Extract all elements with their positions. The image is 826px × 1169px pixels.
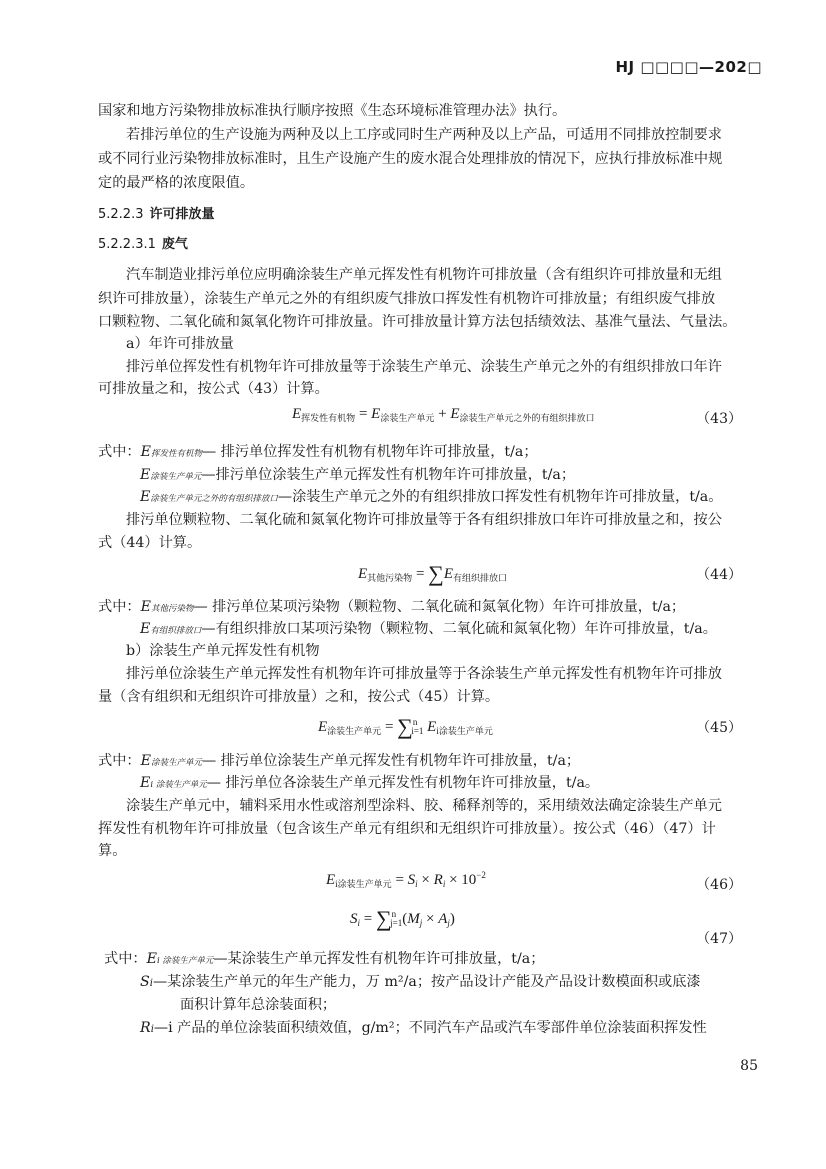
equation-number: （46） — [696, 877, 742, 893]
paragraph-line: 量（含有组织和无组织许可排放量）之和，按公式（45）计算。 — [98, 689, 500, 705]
equation-44: $E_{其他污染物} = \sum E_{有组织排放口}$ — [358, 561, 508, 586]
paragraph-line: 涂装生产单元中，辅料采用水性或溶剂型涂料、胶、稀释剂等的，采用绩效法确定涂装生产单元 — [126, 798, 722, 814]
equation-number: （47） — [696, 931, 742, 947]
paragraph-line: 算。 — [98, 843, 127, 859]
definition-line: E涂装生产单元—排污单位涂装生产单元挥发性有机物年许可排放量，t/a； — [140, 467, 576, 483]
equation-47: $S_i = \sum^n_{j=1}(M_j \times A_j)$ — [350, 906, 455, 931]
paragraph-line: 挥发性有机物年许可排放量（包含该生产单元有组织和无组织许可排放量）。按公式（46）（47）计 — [98, 821, 716, 837]
equation-number: （44） — [696, 567, 742, 583]
paragraph-line: 可排放量之和，按公式（43）计算。 — [98, 381, 329, 397]
paragraph-line: 排污单位挥发性有机物年许可排放量等于涂装生产单元、涂装生产单元之外的有组织排放口年许 — [126, 359, 722, 375]
paragraph-line: 或不同行业污染物排放标准时，且生产设施产生的废水混合处理排放的情况下，应执行排放标准中规 — [98, 151, 723, 167]
paragraph-line: 汽车制造业排污单位应明确涂装生产单元挥发性有机物许可排放量（含有组织许可排放量和无组 — [126, 267, 722, 283]
definition-line: 式中：Ei 涂装生产单元—某涂装生产单元挥发性有机物年许可排放量，t/a； — [104, 951, 545, 967]
equation-43: $E_{挥发性有机物} = E_{涂装生产单元} + E_{涂装生产单元之外的有组织排放口}$ — [292, 406, 595, 423]
paragraph-line: 式（44）计算。 — [98, 535, 202, 551]
section-number: 5.2.2.3 — [98, 207, 144, 222]
definition-line: 面积计算年总涂装面积； — [180, 997, 337, 1013]
section-heading — [98, 206, 768, 224]
list-item-heading: b）涂装生产单元挥发性有机物 — [126, 643, 320, 659]
section-title: 废气 — [161, 237, 188, 252]
equation-number: （43） — [696, 411, 742, 427]
definition-line: E有组织排放口—有组织排放口某项污染物（颗粒物、二氧化硫和氮氧化物）年许可排放量，t/a。 — [140, 621, 717, 637]
definition-line: Si—某涂装生产单元的年生产能力，万 m²/a；按产品设计产能及产品设计数模面积或底漆 — [140, 974, 701, 990]
definition-line: E涂装生产单元之外的有组织排放口—涂装生产单元之外的有组织排放口挥发性有机物年许可排放量，t/a。 — [140, 489, 723, 505]
definition-line: 式中：E挥发性有机物— 排污单位挥发性有机物有机物年许可排放量，t/a； — [98, 444, 538, 460]
paragraph-line: 若排污单位的生产设施为两种及以上工序或同时生产两种及以上产品，可适用不同排放控制要求 — [126, 127, 722, 143]
paragraph-line: 口颗粒物、二氧化硫和氮氧化物许可排放量。许可排放量计算方法包括绩效法、基准气量法、气量法。 — [98, 314, 737, 330]
page-number: 85 — [740, 1058, 758, 1074]
standard-code-header: HJ □□□□—202□ — [615, 58, 762, 76]
section-title: 许可排放量 — [149, 207, 215, 222]
paragraph-line: 排污单位颗粒物、二氧化硫和氮氧化物许可排放量等于各有组织排放口年许可排放量之和，按公 — [126, 512, 722, 528]
subsection-heading — [98, 236, 768, 254]
definition-line: 式中：E涂装生产单元— 排污单位涂装生产单元挥发性有机物年许可排放量，t/a； — [98, 753, 581, 769]
definition-line: Ri—i 产品的单位涂装面积绩效值，g/m²；不同汽车产品或汽车零部件单位涂装面积挥发性 — [140, 1020, 707, 1036]
paragraph-line: 织许可排放量），涂装生产单元之外的有组织废气排放口挥发性有机物许可排放量；有组织废气排放 — [98, 291, 716, 307]
section-number: 5.2.2.3.1 — [98, 237, 156, 252]
equation-46: $E_{i涂装生产单元} = S_i \times R_i \times 10^{-2}$ — [326, 870, 486, 889]
paragraph-line: 国家和地方污染物排放标准执行顺序按照《生态环境标准管理办法》执行。 — [98, 103, 567, 119]
equation-number: （45） — [696, 720, 742, 736]
definition-line: 式中：E其他污染物— 排污单位某项污染物（颗粒物、二氧化硫和氮氧化物）年许可排放量，t/a； — [98, 599, 686, 615]
definition-line: Ei 涂装生产单元— 排污单位各涂装生产单元挥发性有机物年许可排放量，t/a。 — [140, 775, 600, 791]
list-item-heading: a）年许可排放量 — [126, 336, 234, 352]
paragraph-line: 定的最严格的浓度限值。 — [98, 175, 255, 191]
paragraph-line: 排污单位涂装生产单元挥发性有机物年许可排放量等于各涂装生产单元挥发性有机物年许可排放 — [126, 666, 722, 682]
equation-45: $E_{涂装生产单元} = \sum^n_{i=1}$ $E_{i涂装生产单元}$ — [318, 714, 493, 739]
